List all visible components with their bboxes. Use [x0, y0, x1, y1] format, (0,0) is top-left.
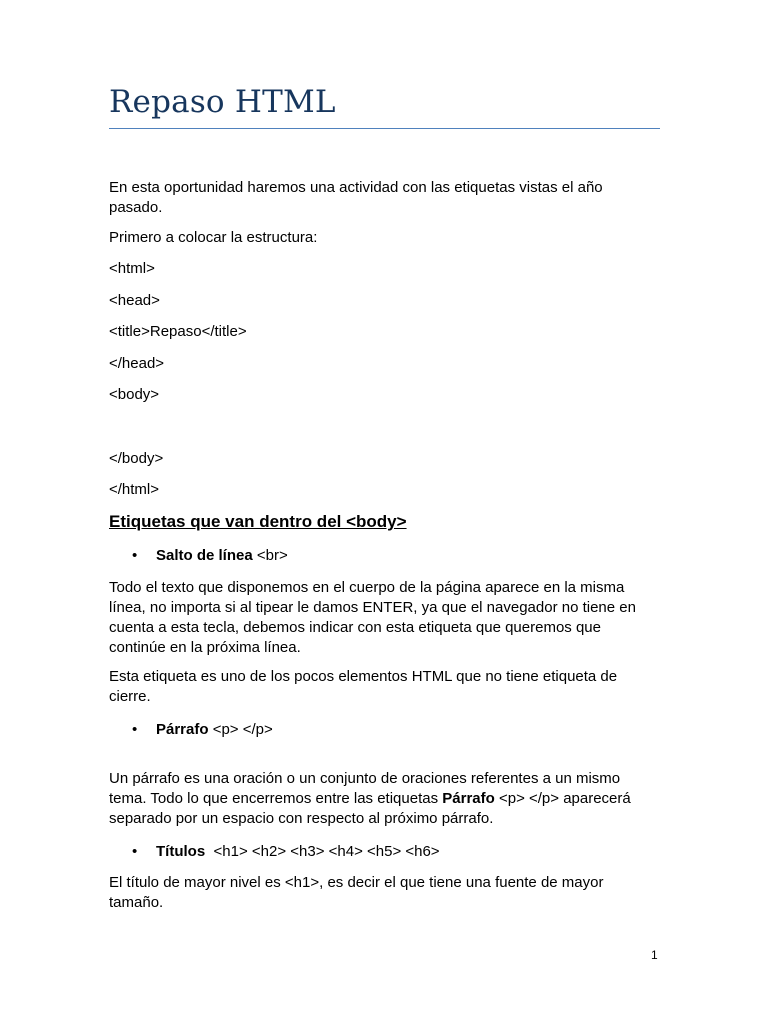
- title-underline-rule: [109, 128, 660, 129]
- bullet-label: Párrafo: [156, 721, 209, 738]
- salto-paragraph: Todo el texto que disponemos en el cuerpo de la página aparece en la misma línea, no importa si al tipear le damos ENTER, ya que el navegador no tiene en cuenta a esta tecla, debemos indicar con esta etiqueta que queremos que continúe en la próxima línea.: [109, 579, 636, 656]
- section-heading: Etiquetas que van dentro del <body>: [109, 512, 407, 531]
- bullet-marker: •: [132, 843, 138, 860]
- bullet-marker: •: [132, 721, 138, 738]
- code-line-head-open: <head>: [109, 292, 160, 309]
- titulos-paragraph: El título de mayor nivel es <h1>, es decir el que tiene una fuente de mayor tamaño.: [109, 874, 604, 911]
- intro-paragraph: En esta oportunidad haremos una actividad con las etiquetas vistas el año pasado.: [109, 179, 603, 216]
- code-line-head-close: </head>: [109, 355, 165, 372]
- code-line-html-close: </html>: [109, 481, 160, 498]
- code-line-title: <title>Repaso</title>: [109, 323, 247, 340]
- bullet-label: Títulos: [156, 843, 206, 860]
- bullet-item-titulos: [156, 842, 440, 862]
- document-title: Repaso HTML: [109, 84, 336, 120]
- bullet-tag: <h1> <h2> <h3> <h4> <h5> <h6>: [205, 843, 440, 860]
- bullet-item-salto: [156, 546, 288, 566]
- code-line-body-close: </body>: [109, 450, 164, 467]
- bullet-tag: <p> </p>: [208, 721, 273, 738]
- salto-closing-paragraph: Esta etiqueta es uno de los pocos elementos HTML que no tiene etiqueta de cierre.: [109, 668, 618, 705]
- bullet-tag: <br>: [252, 547, 288, 564]
- bullet-marker: •: [132, 547, 138, 564]
- parrafo-text-bold: Párrafo: [442, 790, 495, 807]
- structure-intro-paragraph: Primero a colocar la estructura:: [109, 229, 318, 246]
- parrafo-text-a: Un párrafo es una oración o un conjunto de oraciones referentes a un mismo tema. Todo lo que encerremos entre las etiquetas: [109, 770, 621, 807]
- code-line-body-open: <body>: [109, 386, 160, 403]
- parrafo-paragraph: [109, 769, 654, 829]
- bullet-item-parrafo: [156, 720, 273, 740]
- code-line-html-open: <html>: [109, 260, 155, 277]
- parrafo-text-b: <p> </p> aparecerá separado por un espacio con respecto al próximo párrafo.: [109, 790, 631, 827]
- page-number: 1: [651, 948, 658, 962]
- bullet-label: Salto de línea: [156, 547, 253, 564]
